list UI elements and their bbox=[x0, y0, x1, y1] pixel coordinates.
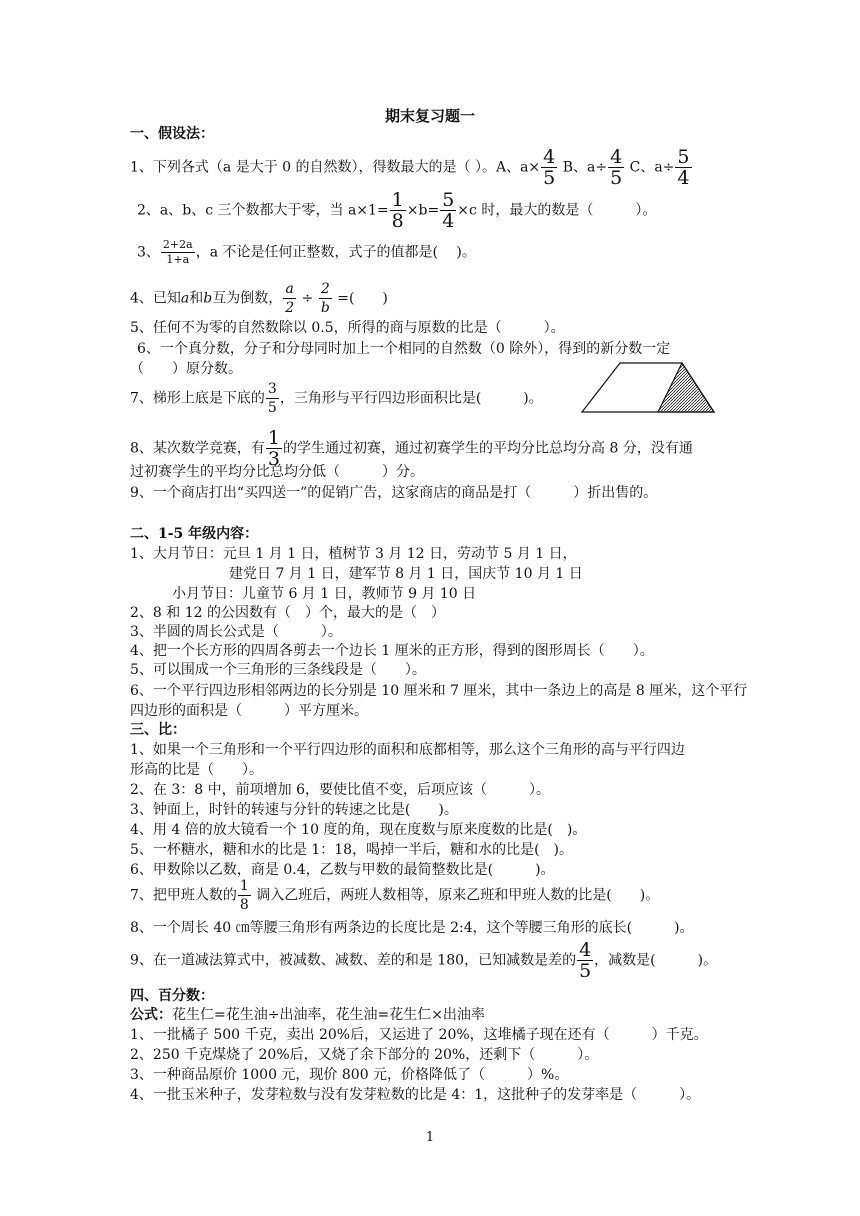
s1-question-5: 5、任何不为零的自然数除以 0.5，所得的商与原数的比是（ ）。 bbox=[130, 320, 565, 336]
denominator: 5 bbox=[267, 400, 277, 416]
formula-label: 公式： bbox=[130, 1007, 172, 1023]
q1-option-c: C、a÷ bbox=[625, 159, 675, 176]
var-a: a bbox=[180, 290, 190, 307]
s1-question-4 bbox=[130, 280, 388, 317]
section3-heading: 三、比： bbox=[130, 722, 186, 738]
denominator: 4 bbox=[677, 167, 690, 189]
q1-option-b: B、a÷ bbox=[558, 159, 608, 176]
s3-question-1-line2: 形高的比是（ ）。 bbox=[130, 762, 263, 778]
s2-question-1-line3: 小月节日：儿童节 6 月 1 日，教师节 9 月 10 日 bbox=[172, 586, 477, 602]
denominator: 1+a bbox=[166, 253, 190, 266]
s3-question-6: 6、甲数除以乙数，商是 0.4，乙数与甲数的最简整数比是( )。 bbox=[130, 862, 555, 878]
q2-text-end: ×c 时，最大的数是（ ）。 bbox=[457, 202, 657, 219]
s1-question-8-line2: 过初赛学生的平均分比总均分低（ ）分。 bbox=[130, 464, 424, 480]
s1-question-1 bbox=[130, 147, 693, 188]
denominator: 8 bbox=[239, 897, 249, 913]
s1-question-6-line2: （ ）原分数。 bbox=[130, 361, 242, 377]
denominator: 5 bbox=[610, 167, 623, 189]
numerator: 2 bbox=[319, 280, 332, 299]
numerator: 2+2a bbox=[162, 238, 193, 251]
s2-question-1-line2: 建党日 7 月 1 日，建军节 8 月 1 日，国庆节 10 月 1 日 bbox=[229, 566, 583, 582]
q1-fraction-a bbox=[541, 147, 557, 188]
q4-text: 4、已知 bbox=[130, 290, 181, 307]
q7-fraction bbox=[238, 877, 251, 914]
s3-question-4: 4、用 4 倍的放大镜看一个 10 度的角，现在度数与原来度数的比是( )。 bbox=[130, 822, 587, 838]
s2-question-1-line1: 1、大月节日：元旦 1 月 1 日，植树节 3 月 12 日，劳动节 5 月 1 日， bbox=[130, 546, 577, 562]
denominator: 8 bbox=[391, 210, 404, 232]
numerator: 1 bbox=[391, 189, 404, 211]
numerator: 4 bbox=[543, 146, 556, 168]
q9-text-end: ，减数是( )。 bbox=[594, 952, 718, 969]
s1-question-9: 9、一个商店打出“买四送一”的促销广告，这家商店的商品是打（ ）折出售的。 bbox=[130, 485, 658, 501]
s4-formula bbox=[130, 1005, 485, 1025]
denominator: 3 bbox=[267, 448, 281, 470]
q2-text: 2、a、b、c 三个数都大于零，当 a×1= bbox=[137, 202, 389, 219]
s4-question-4: 4、一批玉米种子，发芽粒数与没有发芽粒数的比是 4：1，这批种子的发芽率是（ ）。 bbox=[130, 1087, 701, 1103]
s3-question-8: 8、一个周长 40 ㎝等腰三角形有两条边的长度比是 2:4，这个等腰三角形的底长( )。 bbox=[130, 920, 694, 936]
s2-question-4: 4、把一个长方形的四周各剪去一个边长 1 厘米的正方形，得到的图形周长（ ）。 bbox=[130, 643, 654, 659]
q7-fraction bbox=[266, 380, 279, 417]
numerator: 5 bbox=[442, 189, 455, 211]
s2-question-3: 3、半圆的周长公式是（ ）。 bbox=[130, 624, 342, 640]
q2-text-mid: ×b= bbox=[406, 202, 440, 219]
s3-question-2: 2、在 3：8 中，前项增加 6，要使比值不变，后项应该（ ）。 bbox=[130, 782, 550, 798]
numerator: 1 bbox=[239, 878, 249, 894]
q4-and: 和 bbox=[189, 290, 204, 307]
q9-text: 9、在一道减法算式中，被减数、减数、差的和是 180，已知减数是差的 bbox=[130, 952, 577, 969]
q4-fraction-2 bbox=[319, 280, 332, 317]
s4-question-3: 3、一种商品原价 1000 元，现价 800 元，价格降低了（ ）%。 bbox=[130, 1067, 569, 1083]
s3-question-5: 5、一杯糖水，糖和水的比是 1：18，喝掉一半后，糖和水的比是( )。 bbox=[130, 842, 574, 858]
q7-text-end: ，三角形与平行四边形面积比是( )。 bbox=[279, 390, 543, 407]
q7-text: 7、把甲班人数的 bbox=[130, 887, 237, 904]
s2-question-6-line2: 四边形的面积是（ ）平方厘米。 bbox=[130, 703, 368, 719]
s4-question-1: 1、一批橘子 500 千克，卖出 20%后，又运进了 20%，这堆橘子现在还有（ ）千克。 bbox=[130, 1027, 708, 1043]
q4-blank: =( ) bbox=[332, 290, 388, 307]
numerator: a bbox=[283, 280, 296, 299]
page-number: 1 bbox=[425, 1130, 435, 1145]
q2-fraction-2 bbox=[440, 190, 456, 231]
q8-text: 8、某次数学竞赛，有 bbox=[130, 440, 265, 457]
q3-fraction bbox=[161, 238, 195, 267]
denominator: 2 bbox=[285, 300, 295, 316]
q7-text: 7、梯形上底是下底的 bbox=[130, 390, 265, 407]
divide-sign: ÷ bbox=[297, 290, 318, 307]
var-b: b bbox=[203, 290, 213, 307]
q7-text-end: 调入乙班后，两班人数相等，原来乙班和甲班人数的比是( )。 bbox=[251, 887, 660, 904]
numerator: 4 bbox=[579, 939, 592, 961]
denominator: b bbox=[320, 300, 330, 316]
q1-fraction-b bbox=[608, 147, 624, 188]
s2-question-2: 2、8 和 12 的公因数有（ ）个，最大的是（ ） bbox=[130, 605, 445, 621]
s1-question-7 bbox=[130, 380, 543, 417]
s2-question-5: 5、可以围成一个三角形的三条线段是（ ）。 bbox=[130, 662, 426, 678]
numerator: 4 bbox=[610, 146, 623, 168]
section4-heading: 四、百分数： bbox=[130, 988, 214, 1004]
s4-question-2: 2、250 千克煤烧了 20%后，又烧了余下部分的 20%，还剩下（ ）。 bbox=[130, 1047, 599, 1063]
s3-question-1-line1: 1、如果一个三角形和一个平行四边形的面积和底都相等，那么这个三角形的高与平行四边 bbox=[130, 742, 685, 758]
s3-question-7 bbox=[130, 877, 659, 914]
denominator: 5 bbox=[579, 960, 592, 982]
page-title: 期末复习题一 bbox=[384, 107, 475, 125]
section2-heading: 二、1-5 年级内容： bbox=[130, 526, 259, 542]
numerator: 5 bbox=[677, 146, 690, 168]
q1-text: 1、下列各式（a 是大于 0 的自然数），得数最大的是（ ）。A、a× bbox=[130, 159, 541, 176]
numerator: 1 bbox=[267, 427, 281, 449]
q3-number: 3、 bbox=[137, 244, 160, 261]
s1-question-2 bbox=[137, 190, 656, 231]
q1-fraction-c bbox=[675, 147, 691, 188]
q4-text-mid: 互为倒数， bbox=[212, 290, 283, 307]
q8-text-end: 的学生通过初赛，通过初赛学生的平均分比总均分高 8 分，没有通 bbox=[283, 440, 693, 457]
s1-question-3 bbox=[137, 238, 476, 267]
s3-question-3: 3、钟面上，时针的转速与分针的转速之比是( )。 bbox=[130, 802, 458, 818]
q9-fraction bbox=[577, 940, 593, 981]
s1-question-6-line1: 6、一个真分数，分子和分母同时加上一个相同的自然数（0 除外），得到的新分数一定 bbox=[137, 341, 671, 357]
formula-text: 花生仁=花生油÷出油率，花生油=花生仁×出油率 bbox=[172, 1007, 485, 1023]
denominator: 4 bbox=[442, 210, 455, 232]
denominator: 5 bbox=[543, 167, 556, 189]
q2-fraction-1 bbox=[390, 190, 406, 231]
section1-heading: 一、假设法： bbox=[130, 126, 214, 142]
q4-fraction-1 bbox=[283, 280, 296, 317]
trapezoid-figure bbox=[580, 360, 720, 416]
q3-text: ，a 不论是任何正整数，式子的值都是( )。 bbox=[195, 244, 476, 261]
s2-question-6-line1: 6、一个平行四边形相邻两边的长分别是 10 厘米和 7 厘米，其中一条边上的高是 8 厘米，这个平行 bbox=[130, 683, 748, 699]
s3-question-9 bbox=[130, 940, 717, 981]
numerator: 3 bbox=[267, 381, 277, 397]
